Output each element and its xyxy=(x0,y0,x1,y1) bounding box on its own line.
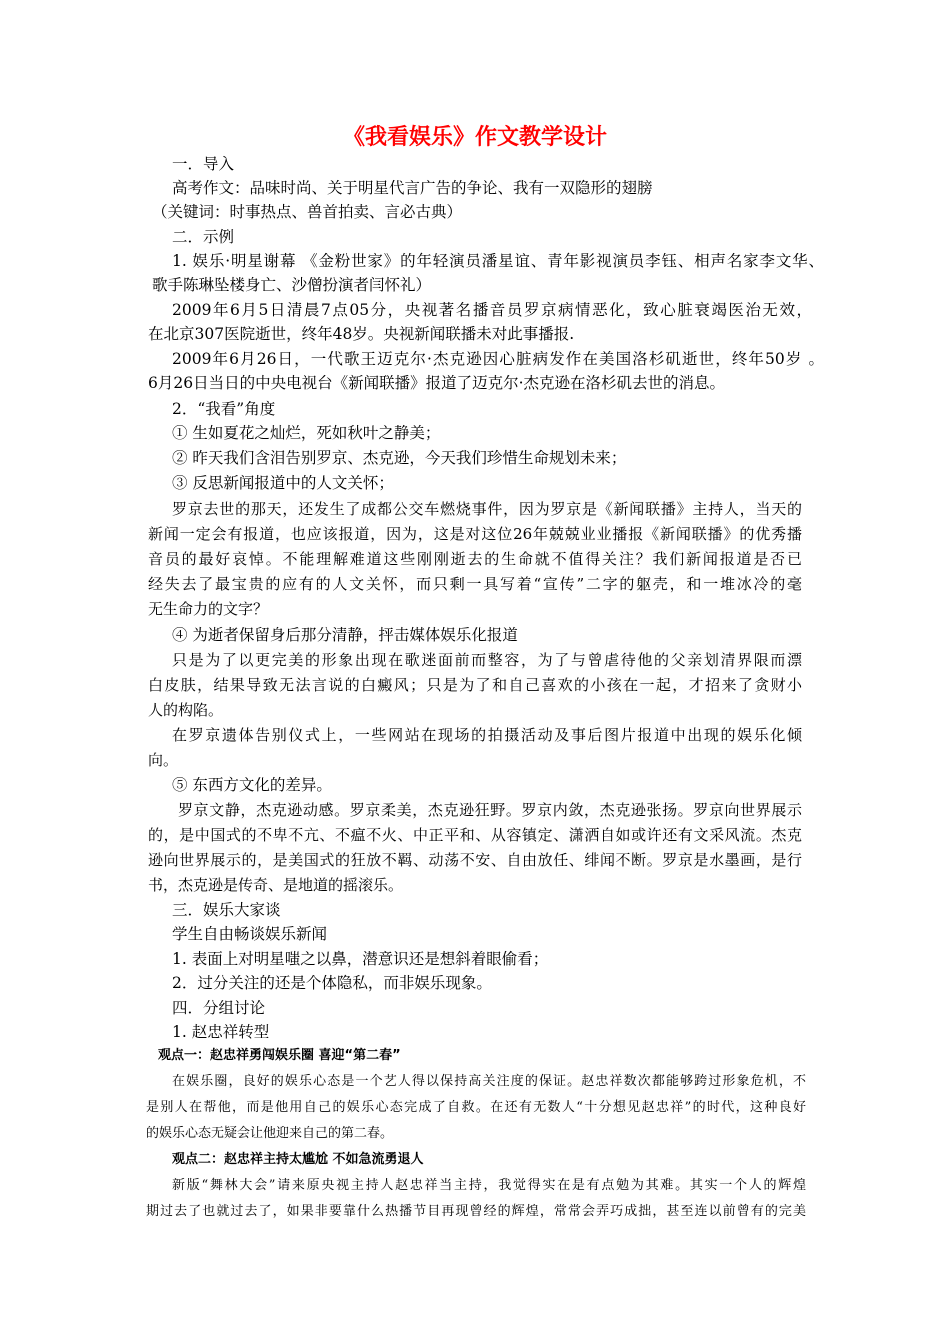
text-line: 是别人在帮他，而是他用自己的娱乐心态完成了自救。在还有无数人“十分想见赵忠祥”的时代，这种良好 xyxy=(146,1100,806,1115)
text-line: 罗京去世的那天，还发生了成都公交车燃烧事件，因为罗京是《新闻联播》主持人，当天的 xyxy=(172,500,802,518)
text-line: 歌手陈琳坠楼身亡、沙僧扮演者闫怀礼） xyxy=(152,276,432,294)
viewpoint-heading: 观点一：赵忠祥勇闯娱乐圈 喜迎“第二春” xyxy=(158,1048,401,1063)
subheading-topic: 1. 赵忠祥转型 xyxy=(172,1023,270,1041)
text-line: 新版“舞林大会”请来原央视主持人赵忠祥当主持，我觉得实在是有点勉为其难。其实一个人的辉煌 xyxy=(172,1178,806,1193)
text-line: 向。 xyxy=(148,751,179,769)
section-heading-examples: 二．示例 xyxy=(172,228,235,246)
list-item: 2．过分关注的还是个体隐私，而非娱乐现象。 xyxy=(172,974,492,992)
text-line: （关键词：时事热点、兽首拍卖、言必古典） xyxy=(152,203,463,221)
text-line: 逊向世界展示的，是美国式的狂放不羁、动荡不安、自由放任、绯闻不断。罗京是水墨画，是行 xyxy=(148,851,802,869)
text-line: 在娱乐圈，良好的娱乐心态是一个艺人得以保持高关注度的保证。赵忠祥数次都能够跨过形象危机，不 xyxy=(172,1074,806,1089)
text-line: 2009年6月5日清晨7点05分，央视著名播音员罗京病情恶化，致心脏衰竭医治无效， xyxy=(172,301,812,319)
text-line: 只是为了以更完美的形象出现在歌迷面前而整容，为了与曾虐待他的父亲划清界限而漂 xyxy=(172,651,802,669)
section-heading-discussion: 三．娱乐大家谈 xyxy=(172,901,281,919)
text-line: 人的构陷。 xyxy=(148,701,224,719)
text-line: 新闻一定会有报道，也应该报道，因为，这是对这位26年兢兢业业播报《新闻联播》的优秀播 xyxy=(148,525,802,543)
text-line: 经失去了最宝贵的应有的人文关怀，而只剩一具写着“宣传”二字的躯壳，和一堆冰冷的毫 xyxy=(148,575,802,593)
text-line: 2009年6月26日，一代歌王迈克尔·杰克逊因心脏病发作在美国洛杉矶逝世，终年50岁 。 xyxy=(172,350,824,368)
text-line: 书，杰克逊是传奇、是地道的摇滚乐。 xyxy=(148,876,404,894)
text-line: 的娱乐心态无疑会让他迎来自己的第二春。 xyxy=(146,1126,394,1141)
list-item: ③ 反思新闻报道中的人文关怀； xyxy=(172,474,394,492)
viewpoint-heading: 观点二：赵忠祥主持太尴尬 不如急流勇退人 xyxy=(172,1152,424,1167)
list-item: ① 生如夏花之灿烂，死如秋叶之静美； xyxy=(172,424,441,442)
text-line: 白皮肤，结果导致无法言说的白癜风；只是为了和自己喜欢的小孩在一起，才招来了贪财小 xyxy=(148,676,802,694)
text-line: 的，是中国式的不卑不亢、不瘟不火、中正平和、从容镇定、潇洒自如或许还有文采风流。杰克 xyxy=(148,826,802,844)
text-line: 1. 娱乐·明星谢幕 《金粉世家》的年轻演员潘星谊、青年影视演员李钰、相声名家李文华、 xyxy=(172,252,824,270)
text-line: 音员的最好哀悼。不能理解难道这些刚刚逝去的生命就不值得关注？我们新闻报道是否已 xyxy=(148,550,802,568)
text-line: 高考作文：品味时尚、关于明星代言广告的争论、我有一双隐形的翅膀 xyxy=(172,179,653,197)
text-line: 无生命力的文字？ xyxy=(148,600,269,618)
subheading-angle: 2．“我看”角度 xyxy=(172,400,276,418)
text-line: 6月26日当日的中央电视台《新闻联播》报道了迈克尔·杰克逊在洛杉矶去世的消息。 xyxy=(148,374,726,392)
list-item: 1. 表面上对明星嗤之以鼻，潜意识还是想斜着眼偷看； xyxy=(172,950,549,968)
text-line: 在罗京遗体告别仪式上，一些网站在现场的拍摄活动及事后图片报道中出现的娱乐化倾 xyxy=(172,726,802,744)
list-item: ② 昨天我们含泪告别罗京、杰克逊，今天我们珍惜生命规划未来； xyxy=(172,449,627,467)
list-item: ④ 为逝者保留身后那分清静，抨击媒体娱乐化报道 xyxy=(172,626,518,644)
list-item: ⑤ 东西方文化的差异。 xyxy=(172,776,332,794)
text-line: 罗京文静，杰克逊动感。罗京柔美，杰克逊狂野。罗京内敛，杰克逊张扬。罗京向世界展示 xyxy=(178,801,802,819)
text-line: 期过去了也就过去了，如果非要靠什么热播节目再现曾经的辉煌，常常会弄巧成拙，甚至连以前曾有的完美 xyxy=(146,1204,806,1219)
text-line: 在北京307医院逝世，终年48岁。央视新闻联播未对此事播报. xyxy=(148,325,575,343)
section-heading-intro: 一．导入 xyxy=(172,155,235,173)
document-title: 《我看娱乐》作文教学设计 xyxy=(342,124,607,150)
text-line: 学生自由畅谈娱乐新闻 xyxy=(172,925,328,943)
section-heading-group: 四．分组讨论 xyxy=(172,999,266,1017)
